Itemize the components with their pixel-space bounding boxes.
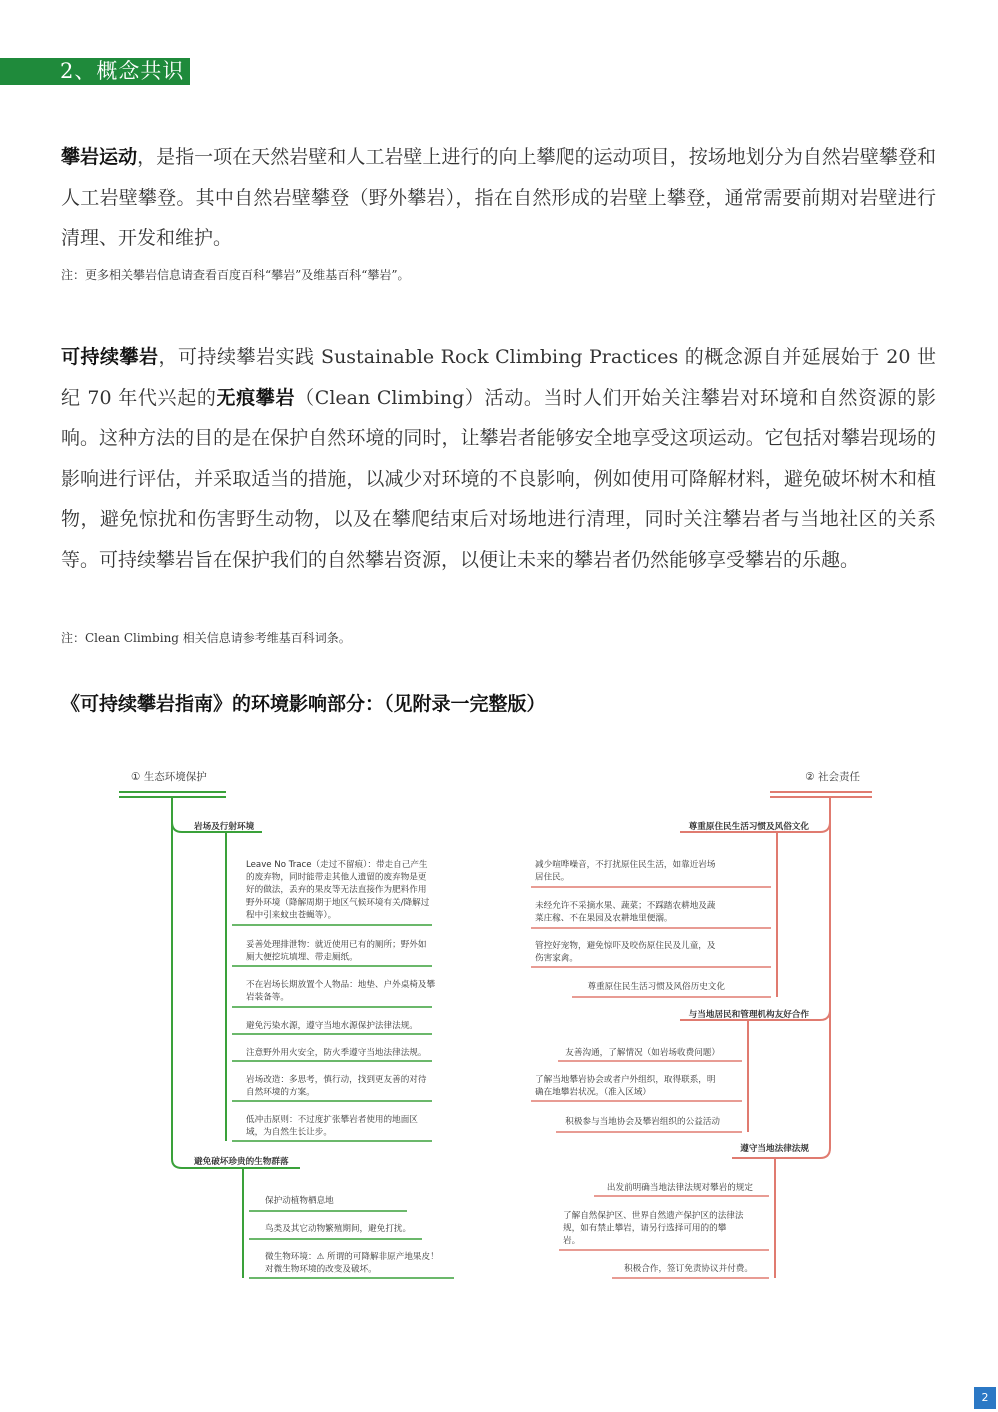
right-branch-2-label: 与当地居民和管理机构友好合作	[688, 1010, 809, 1020]
right-b2-item-1: 了解当地攀岩协会或者户外组织，取得联系，明确在地攀岩状况。（准入区域）	[535, 1075, 716, 1098]
term-clean-climbing: 无痕攀岩	[216, 386, 296, 409]
section-title: 2、概念共识	[0, 58, 190, 85]
note-1: 注：更多相关攀岩信息请查看百度百科“攀岩”及维基百科“攀岩”。	[61, 268, 410, 282]
left-b2-item-2: 微生物环境：⚠ 所谓的可降解非原产地果皮！对微生物环境的改变及破坏。	[265, 1252, 439, 1275]
right-b2-item-2: 积极参与当地协会及攀岩组织的公益活动	[565, 1117, 720, 1127]
note-2: 注：Clean Climbing 相关信息请参考维基百科词条。	[61, 631, 351, 645]
mindmap-heading: 《可持续攀岩指南》的环境影响部分：（见附录一完整版）	[61, 693, 546, 715]
term-rock-climbing: 攀岩运动	[61, 146, 138, 168]
paragraph-body-a: ，可持续攀岩实践 Sustainable Rock Climbing Practices 的概念源自并延展始于 20 世纪 70 年代兴起的	[61, 346, 936, 409]
left-branch-2-label: 避免破坏珍贵的生物群落	[194, 1157, 289, 1167]
left-b1-item-0: Leave No Trace（走过不留痕）：带走自己产生的废弃物，同时能带走其他人遗留的废弃物是更好的做法，丢弃的果皮等无法直接作为肥料作用野外环境（降解周期于地区气候环境有关/降解过程中引来蚊虫苍蝇等）。	[246, 860, 430, 921]
paragraph-body: ，是指一项在天然岩壁和人工岩壁上进行的向上攀爬的运动项目，按场地划分为自然岩壁攀登和人工岩壁攀登。其中自然岩壁攀登（野外攀岩），指在自然形成的岩壁上攀登，通常需要前期对岩壁进行清理、开发和维护。	[61, 146, 936, 249]
left-branch-1-label: 岩场及行射环境	[194, 822, 255, 832]
left-b2-item-1: 鸟类及其它动物繁殖期间，避免打扰。	[265, 1224, 412, 1234]
mindmap-left-root: ① 生态环境保护	[131, 771, 207, 783]
left-b2-item-0: 保护动植物栖息地	[265, 1196, 334, 1206]
left-b1-item-2: 不在岩场长期放置个人物品：地垫、户外桌椅及攀岩装备等。	[246, 980, 436, 1003]
right-b1-item-1: 未经允许不采摘水果、蔬菜；不踩踏农耕地及蔬菜庄稼、不在果园及农耕地里便溺。	[535, 901, 716, 924]
right-b3-item-0: 出发前明确当地法律法规对攀岩的规定	[606, 1183, 753, 1193]
paragraph-body-b: （Clean Climbing）活动。当时人们开始关注攀岩对环境和自然资源的影响。这种方法的目的是在保护自然环境的同时，让攀岩者能够安全地享受这项运动。它包括对攀岩现场的影响进行评估，并采取适当的措施，以减少对环境的不良影响，例如使用可降解材料，避免破坏树木和植物，避免惊扰和伤害野生动物，以及在攀爬结束后对场地进行清理，同时关注攀岩者与当地社区的关系等。可持续攀岩旨在保护我们的自然攀岩资源，以便让未来的攀岩者仍然能够享受攀岩的乐趣。	[61, 386, 936, 571]
mindmap-right-root: ② 社会责任	[805, 771, 860, 783]
left-b1-item-5: 岩场改造：多思考，慎行动，找到更友善的对待自然环境的方案。	[246, 1075, 427, 1098]
term-sustainable-climbing: 可持续攀岩	[61, 346, 159, 368]
right-b1-item-2: 管控好宠物，避免惊吓及咬伤原住民及儿童，及伤害家禽。	[535, 941, 716, 964]
left-b1-item-1: 妥善处理排泄物：就近使用已有的厕所；野外如厕大便挖坑填埋、带走厕纸。	[246, 940, 427, 963]
right-b3-item-2: 积极合作，签订免责协议并付费。	[624, 1264, 753, 1274]
left-b1-item-3: 避免污染水源，遵守当地水源保护法律法规。	[246, 1021, 418, 1031]
right-b1-item-0: 减少喧哗噪音，不打扰原住民生活，如靠近岩场居住民。	[535, 860, 716, 883]
right-b2-item-0: 友善沟通，了解情况（如岩场收费问题）	[565, 1048, 720, 1058]
right-branch-3-label: 遵守当地法律法规	[740, 1144, 809, 1154]
left-b1-item-4: 注意野外用火安全，防火季遵守当地法律法规。	[246, 1048, 427, 1058]
right-branch-1-label: 尊重原住民生活习惯及风俗文化	[688, 822, 809, 832]
right-b3-item-1: 了解自然保护区、世界自然遗产保护区的法律法规，如有禁止攀岩，请另行选择可用的的攀岩。	[563, 1211, 744, 1247]
left-b1-item-6: 低冲击原则：不过度扩张攀岩者使用的地面区域，为自然生长让步。	[246, 1115, 418, 1138]
right-b1-item-3: 尊重原住民生活习惯及风俗历史文化	[587, 982, 725, 992]
page-number: 2	[974, 1387, 996, 1409]
